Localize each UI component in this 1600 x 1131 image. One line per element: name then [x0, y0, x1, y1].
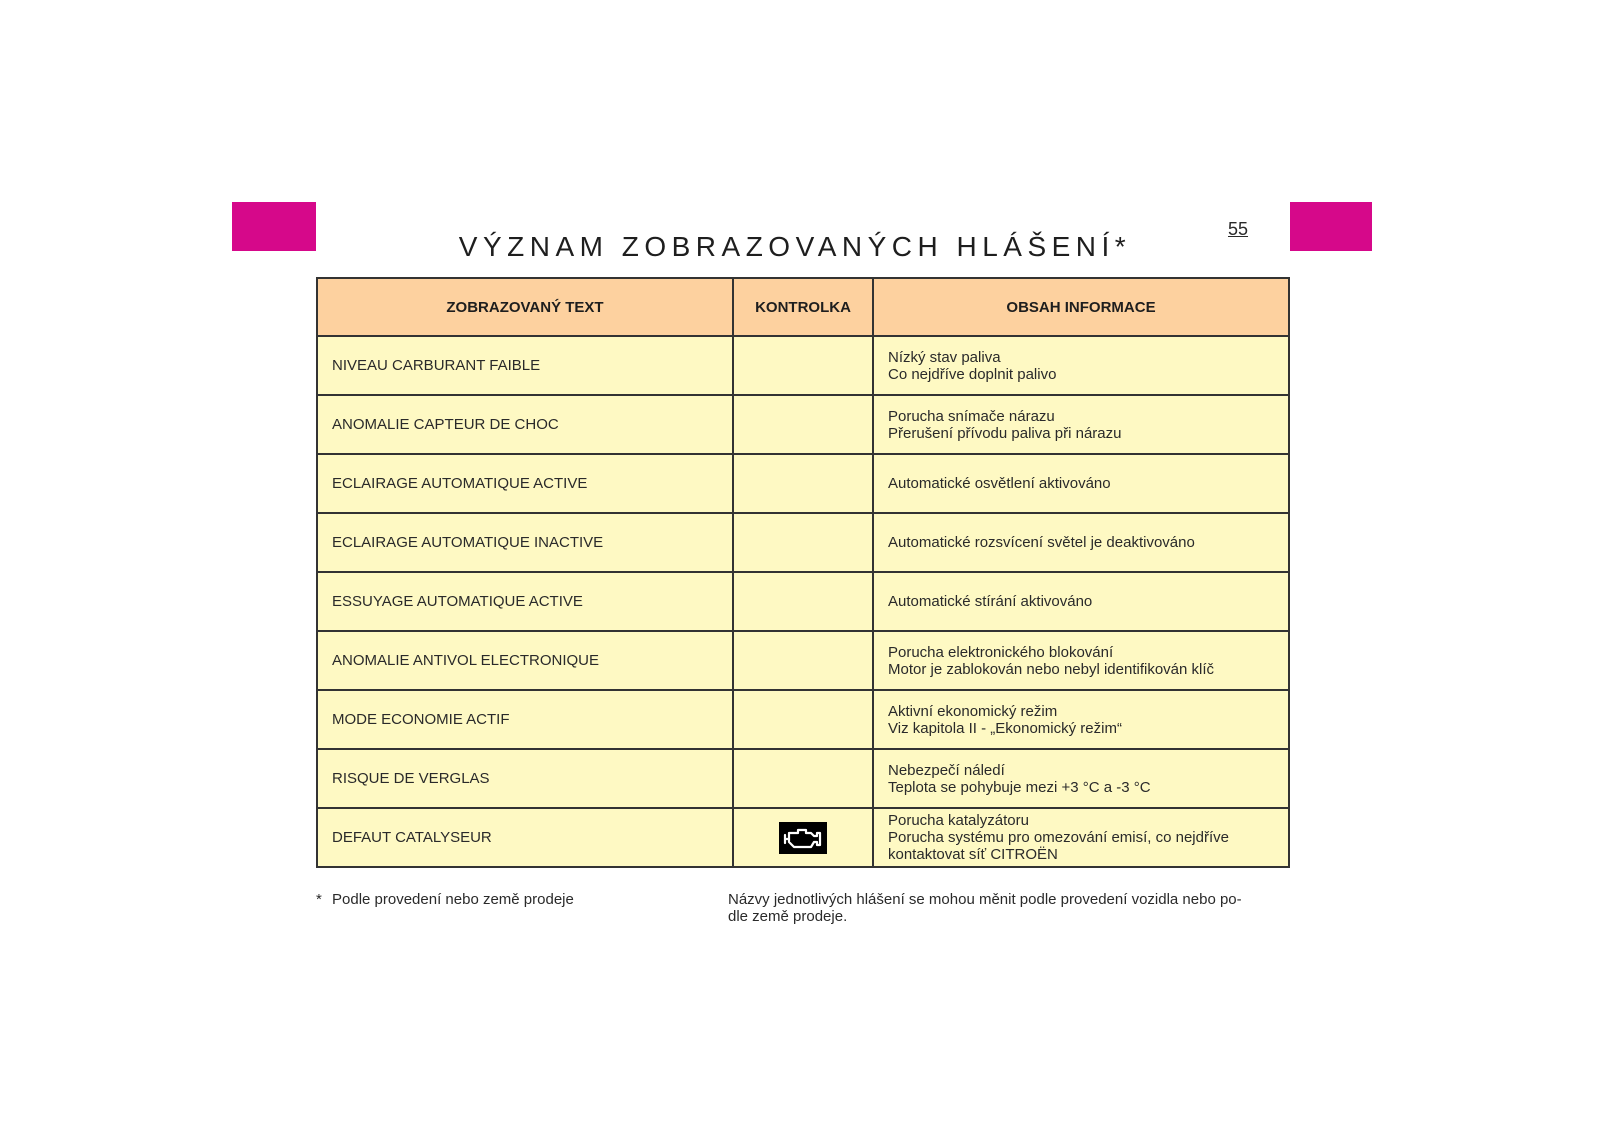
footnote-star-text: Podle provedení nebo země prodeje [332, 891, 574, 908]
message-info-cell [873, 808, 1289, 867]
info-line: Porucha snímače nárazu [888, 407, 1055, 425]
info-line: Porucha systému pro omezování emisí, co nejdříve [888, 829, 1229, 846]
message-text-cell: RISQUE DE VERGLAS [317, 749, 733, 808]
info-line: Porucha katalyzátoru [888, 812, 1029, 829]
table-row [317, 749, 1289, 808]
message-text-cell: NIVEAU CARBURANT FAIBLE [317, 336, 733, 395]
info-line: Aktivní ekonomický režim [888, 702, 1058, 720]
warning-lamp-cell [733, 572, 873, 631]
info-line: Nízký stav paliva [888, 348, 1001, 366]
table-row [317, 631, 1289, 690]
footnote-star [316, 891, 574, 908]
message-text-cell: MODE ECONOMIE ACTIF [317, 690, 733, 749]
table-row [317, 690, 1289, 749]
message-text-cell: DEFAUT CATALYSEUR [317, 808, 733, 867]
table-header-row [317, 278, 1289, 336]
table-row [317, 572, 1289, 631]
warning-lamp-cell [733, 808, 873, 867]
message-info-cell [873, 572, 1289, 631]
message-info-cell [873, 395, 1289, 454]
info-line: Viz kapitola II - „Ekonomický režim“ [888, 719, 1122, 737]
column-header-lamp: KONTROLKA [733, 278, 873, 336]
footnote-note-line: Názvy jednotlivých hlášení se mohou měnit podle provedení vozidla nebo po- [728, 891, 1242, 908]
table-body [317, 336, 1289, 867]
footnote-note-line: dle země prodeje. [728, 908, 848, 925]
table-row [317, 454, 1289, 513]
table-row [317, 336, 1289, 395]
warning-lamp-cell [733, 749, 873, 808]
message-info-cell [873, 690, 1289, 749]
info-line: Automatické osvětlení aktivováno [888, 475, 1111, 492]
messages-table [316, 277, 1290, 868]
footnote-note [728, 891, 1293, 925]
message-text-cell: ANOMALIE ANTIVOL ELECTRONIQUE [317, 631, 733, 690]
column-header-info: OBSAH INFORMACE [873, 278, 1289, 336]
footnote-star-mark: * [316, 891, 322, 908]
warning-lamp-cell [733, 395, 873, 454]
warning-lamp-cell [733, 336, 873, 395]
engine-warning-icon [779, 822, 827, 854]
message-info-cell [873, 454, 1289, 513]
info-line: Přerušení přívodu paliva při nárazu [888, 424, 1122, 442]
info-line: Automatické rozsvícení světel je deaktivováno [888, 534, 1195, 551]
info-line: Motor je zablokován nebo nebyl identifikován klíč [888, 660, 1215, 678]
table-row [317, 513, 1289, 572]
warning-lamp-cell [733, 454, 873, 513]
table-row [317, 808, 1289, 867]
message-text-cell: ECLAIRAGE AUTOMATIQUE ACTIVE [317, 454, 733, 513]
table-row [317, 395, 1289, 454]
column-header-text: ZOBRAZOVANÝ TEXT [317, 278, 733, 336]
info-line: Teplota se pohybuje mezi +3 °C a -3 °C [888, 778, 1151, 796]
message-info-cell [873, 513, 1289, 572]
page-title: VÝZNAM ZOBRAZOVANÝCH HLÁŠENÍ* [458, 230, 1132, 262]
page-number: 55 [1228, 219, 1249, 239]
info-line: Nebezpečí náledí [888, 761, 1005, 779]
info-line: kontaktovat síť CITROËN [888, 846, 1058, 863]
message-text-cell: ANOMALIE CAPTEUR DE CHOC [317, 395, 733, 454]
info-line: Porucha elektronického blokování [888, 643, 1114, 661]
info-line: Co nejdříve doplnit palivo [888, 365, 1057, 383]
info-line: Automatické stírání aktivováno [888, 593, 1093, 610]
message-text-cell: ESSUYAGE AUTOMATIQUE ACTIVE [317, 572, 733, 631]
section-tab-right [1290, 202, 1372, 251]
section-tab-left [232, 202, 316, 251]
warning-lamp-cell [733, 690, 873, 749]
warning-lamp-cell [733, 631, 873, 690]
warning-lamp-cell [733, 513, 873, 572]
message-info-cell [873, 749, 1289, 808]
message-text-cell: ECLAIRAGE AUTOMATIQUE INACTIVE [317, 513, 733, 572]
message-info-cell [873, 336, 1289, 395]
message-info-cell [873, 631, 1289, 690]
